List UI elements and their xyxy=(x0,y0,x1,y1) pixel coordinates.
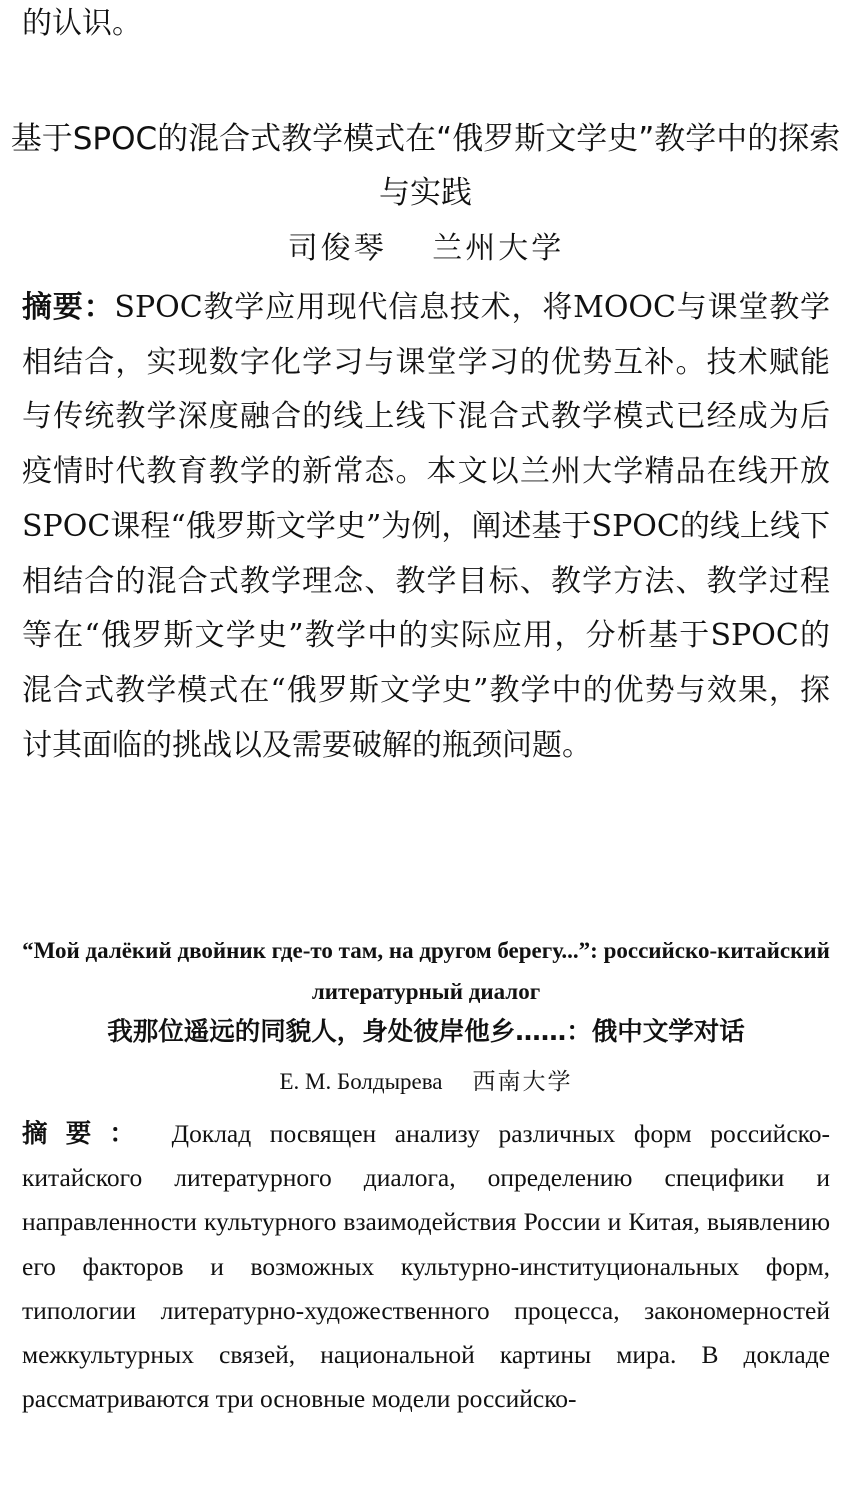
article-2-title-russian: “Мой далёкий двойник где-то там, на другом берегу...”: российско-китайский литературный диалог xyxy=(22,938,830,1004)
article-1-abstract-label: 摘要： xyxy=(22,290,115,325)
previous-section-tail: 的认识。 xyxy=(22,6,142,41)
article-1-abstract xyxy=(22,281,830,773)
article-1-byline xyxy=(22,226,830,272)
article-2-abstract xyxy=(22,1112,830,1421)
article-2-abstract-label: 摘要： xyxy=(22,1119,154,1148)
article-2-affiliation: 西南大学 xyxy=(472,1069,573,1094)
article-2-byline xyxy=(22,1060,830,1104)
article-1-title: 基于SPOC的混合式教学模式在“俄罗斯文学史”教学中的探索与实践 xyxy=(10,121,841,211)
article-2-title-chinese: 我那位遥远的同貌人，身处彼岸他乡……：俄中文学对话 xyxy=(107,1017,745,1047)
article-1-abstract-text: SPOC教学应用现代信息技术，将MOOC与课堂教学相结合，实现数字化学习与课堂学习的优势互补。技术赋能与传统教学深度融合的线上线下混合式教学模式已经成为后疫情时代教育教学的新常态。本文以兰州大学精品在线开放SPOC课程“俄罗斯文学史”为例，阐述基于SPOC的线上线下相结合的混合式教学理念、教学目标、教学方法、教学过程等在“俄罗斯文学史”教学中的实际应用，分析基于SPOC的混合式教学模式在“俄罗斯文学史”教学中的优势与效果，探讨其面临的挑战以及需要破解的瓶颈问题。 xyxy=(22,290,830,763)
article-1-author: 司俊琴 xyxy=(287,231,387,266)
article-2-abstract-text: Доклад посвящен анализу различных форм российско-китайского литературного диалога, определению специфики и направленности культурного взаимодействия России и Китая, выявлению его факторов и возможных культурно-институциональных форм, типологии литературно-художественного процесса, закономерностей межкультурных связей, национальной картины мира. В докладе рассматриваются три основные модели российско- xyxy=(22,1119,830,1414)
article-2-author: Е. М. Болдырева xyxy=(279,1069,443,1094)
article-1-affiliation: 兰州大学 xyxy=(432,231,565,266)
